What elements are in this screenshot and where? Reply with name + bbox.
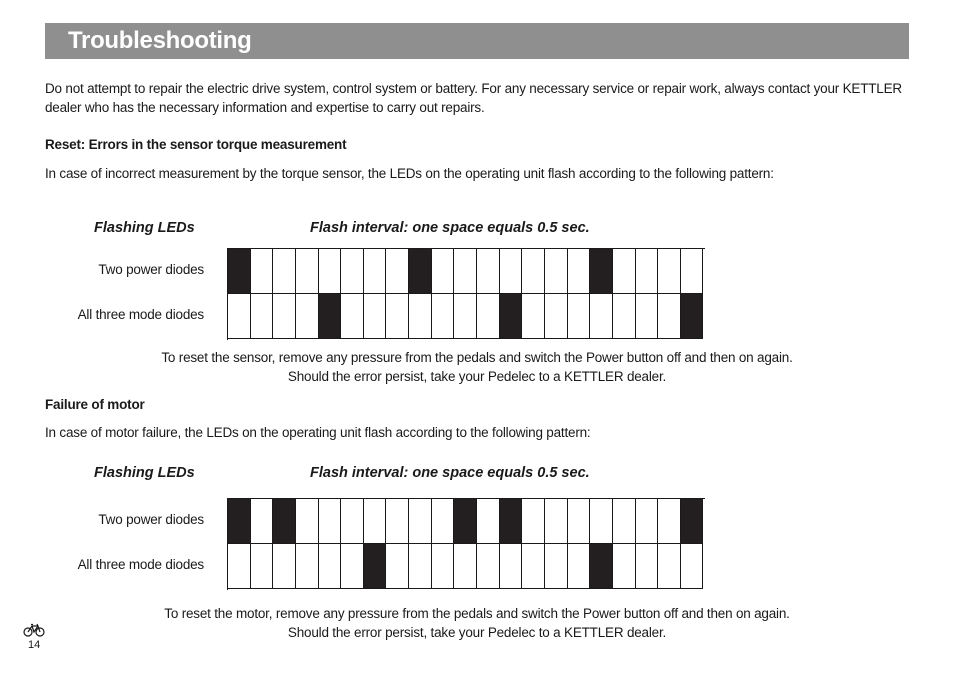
section2-grid-row-mode (228, 544, 705, 589)
section1-reset-line1: To reset the sensor, remove any pressure from the pedals and switch the Power button off and then on again. (161, 350, 793, 365)
led-cell-off (319, 499, 342, 544)
section1-interval-label: Flash interval: one space equals 0.5 sec. (310, 220, 590, 236)
led-cell-off (251, 294, 274, 339)
led-cell-off (228, 544, 251, 589)
led-cell-off (409, 499, 432, 544)
led-cell-off (613, 499, 636, 544)
led-cell-off (568, 249, 591, 294)
led-cell-off (251, 249, 274, 294)
section1-heading: Reset: Errors in the sensor torque measurement (45, 137, 347, 152)
led-cell-off (636, 294, 659, 339)
led-cell-off (296, 499, 319, 544)
section1-led-grid (227, 248, 705, 340)
led-cell-off (636, 499, 659, 544)
section1-flash-label: Flashing LEDs (94, 220, 195, 236)
led-cell-off (454, 249, 477, 294)
header-bar (45, 23, 909, 59)
led-cell-off (477, 249, 500, 294)
led-cell-off (296, 294, 319, 339)
led-cell-off (273, 544, 296, 589)
led-cell-off (364, 294, 387, 339)
led-cell-off (409, 294, 432, 339)
led-cell-off (568, 499, 591, 544)
led-cell-off (364, 499, 387, 544)
led-cell-off (228, 294, 251, 339)
led-cell-off (658, 294, 681, 339)
led-cell-off (409, 544, 432, 589)
led-cell-on (590, 249, 613, 294)
led-cell-off (545, 544, 568, 589)
section2-reset-line1: To reset the motor, remove any pressure from the pedals and switch the Power button off and then on again. (164, 606, 790, 621)
led-cell-off (613, 294, 636, 339)
led-cell-off (522, 544, 545, 589)
led-cell-off (341, 249, 364, 294)
led-cell-off (454, 294, 477, 339)
section1-row2-label: All three mode diodes (77, 307, 204, 322)
led-cell-off (658, 249, 681, 294)
led-cell-off (296, 249, 319, 294)
led-cell-off (545, 249, 568, 294)
led-cell-on (228, 249, 251, 294)
section1-text: In case of incorrect measurement by the torque sensor, the LEDs on the operating unit flash according to the following pattern: (45, 166, 774, 181)
intro-paragraph: Do not attempt to repair the electric drive system, control system or battery. For any necessary service or repair work, always contact your KETTLER dealer who has the necessary information and expertise to carry out repairs. (45, 81, 902, 115)
led-cell-off (636, 249, 659, 294)
section2-row1-label: Two power diodes (98, 512, 204, 527)
section2-row2-label: All three mode diodes (77, 557, 204, 572)
led-cell-off (477, 544, 500, 589)
led-cell-off (386, 294, 409, 339)
led-cell-on (319, 294, 342, 339)
led-cell-on (228, 499, 251, 544)
led-cell-on (500, 499, 523, 544)
led-cell-off (432, 544, 455, 589)
section2-grid-row-power (228, 499, 705, 544)
page-number: 14 (28, 639, 41, 651)
led-cell-on (273, 499, 296, 544)
section2-interval-label: Flash interval: one space equals 0.5 sec. (310, 465, 590, 481)
led-cell-on (409, 249, 432, 294)
section1-grid-row-mode (228, 294, 705, 339)
led-cell-off (386, 544, 409, 589)
led-cell-off (522, 249, 545, 294)
led-cell-off (636, 544, 659, 589)
bicycle-icon (23, 623, 45, 637)
led-cell-off (681, 544, 704, 589)
led-cell-off (613, 544, 636, 589)
section2-text: In case of motor failure, the LEDs on the operating unit flash according to the following pattern: (45, 425, 591, 440)
led-cell-off (590, 294, 613, 339)
led-cell-off (341, 544, 364, 589)
led-cell-on (364, 544, 387, 589)
led-cell-off (522, 499, 545, 544)
led-cell-off (273, 294, 296, 339)
section1-row1-label: Two power diodes (98, 262, 204, 277)
led-cell-off (319, 249, 342, 294)
led-cell-on (454, 499, 477, 544)
section2-heading: Failure of motor (45, 397, 145, 412)
page-title: Troubleshooting (68, 27, 252, 54)
led-cell-off (568, 544, 591, 589)
led-cell-off (386, 249, 409, 294)
led-cell-off (251, 499, 274, 544)
section2-flash-label: Flashing LEDs (94, 465, 195, 481)
led-cell-off (273, 249, 296, 294)
led-cell-off (658, 499, 681, 544)
led-cell-on (590, 544, 613, 589)
led-cell-off (341, 294, 364, 339)
led-cell-off (432, 249, 455, 294)
section2-led-grid (227, 498, 705, 590)
led-cell-on (681, 294, 704, 339)
led-cell-off (251, 544, 274, 589)
led-cell-off (386, 499, 409, 544)
led-cell-on (681, 499, 704, 544)
section1-grid-row-power (228, 249, 705, 294)
led-cell-off (341, 499, 364, 544)
led-cell-off (477, 294, 500, 339)
led-cell-off (681, 249, 704, 294)
led-cell-off (613, 249, 636, 294)
led-cell-off (432, 499, 455, 544)
led-cell-on (500, 294, 523, 339)
led-cell-off (500, 249, 523, 294)
led-cell-off (590, 499, 613, 544)
led-cell-off (432, 294, 455, 339)
led-cell-off (319, 544, 342, 589)
section1-reset-line2: Should the error persist, take your Pedelec to a KETTLER dealer. (287, 369, 667, 384)
led-cell-off (545, 294, 568, 339)
led-cell-off (364, 249, 387, 294)
led-cell-off (658, 544, 681, 589)
led-cell-off (296, 544, 319, 589)
led-cell-off (477, 499, 500, 544)
led-cell-off (454, 544, 477, 589)
section2-reset-line2: Should the error persist, take your Pedelec to a KETTLER dealer. (287, 625, 667, 640)
led-cell-off (500, 544, 523, 589)
led-cell-off (522, 294, 545, 339)
led-cell-off (545, 499, 568, 544)
led-cell-off (568, 294, 591, 339)
